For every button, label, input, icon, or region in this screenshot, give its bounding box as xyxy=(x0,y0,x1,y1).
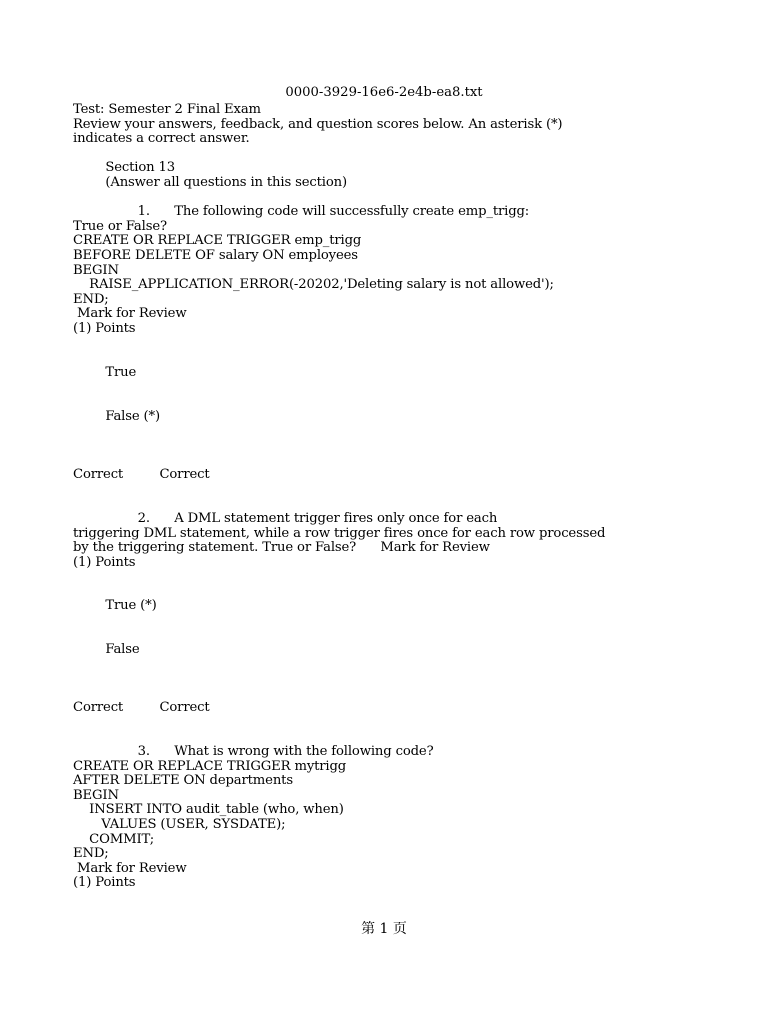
document-filename: 0000-3929-16e6-2e4b-ea8.txt xyxy=(285,85,483,100)
question-1-code-line: BEGIN xyxy=(73,262,119,278)
question-1-code-line: CREATE OR REPLACE TRIGGER emp_trigg xyxy=(73,233,362,249)
question-2-text-line-3: by the triggering statement. True or False? Mark for Review xyxy=(73,540,490,556)
question-3-code-line: AFTER DELETE ON departments xyxy=(73,773,293,789)
question-1-code-line: END; xyxy=(73,291,109,307)
page-number: 第 1 页 xyxy=(361,921,407,937)
review-instructions-line-1: Review your answers, feedback, and question scores below. An asterisk (*) xyxy=(73,116,563,132)
question-3-code-line: COMMIT; xyxy=(73,831,155,847)
question-2-option-true: True (*) xyxy=(73,598,157,613)
question-2-option-false: False xyxy=(73,642,140,657)
question-1-mark-for-review: Mark for Review xyxy=(73,306,187,322)
question-1-option-true: True xyxy=(73,365,137,380)
question-1-result: Correct Correct xyxy=(73,467,210,482)
question-1-code-line: RAISE_APPLICATION_ERROR(-20202,'Deleting salary is not allowed'); xyxy=(73,277,554,293)
section-instruction: (Answer all questions in this section) xyxy=(73,175,347,190)
question-1-code-line: BEFORE DELETE OF salary ON employees xyxy=(73,248,358,263)
question-3-code-line: BEGIN xyxy=(73,787,119,803)
question-1-text-line-2: True or False? xyxy=(73,218,167,234)
question-1-option-false: False (*) xyxy=(73,409,160,424)
question-2-text-line-2: triggering DML statement, while a row trigger fires once for each row processed xyxy=(73,525,606,541)
question-3-code-line: VALUES (USER, SYSDATE); xyxy=(73,817,286,832)
question-2-points: (1) Points xyxy=(73,554,136,570)
question-3-code-line: INSERT INTO audit_table (who, when) xyxy=(73,802,344,818)
question-3-code-line: END; xyxy=(73,846,109,862)
question-2-text-line-1: 2. A DML statement trigger fires only once for each xyxy=(73,511,498,526)
test-title: Test: Semester 2 Final Exam xyxy=(73,102,261,117)
question-1-text-line-1: 1. The following code will successfully create emp_trigg: xyxy=(73,204,530,220)
question-1-points: (1) Points xyxy=(73,321,136,336)
section-title: Section 13 xyxy=(73,160,175,176)
question-2-result: Correct Correct xyxy=(73,700,210,715)
review-instructions-line-2: indicates a correct answer. xyxy=(73,131,250,147)
question-3-mark-for-review: Mark for Review xyxy=(73,860,187,876)
question-3-text-line-1: 3. What is wrong with the following code? xyxy=(73,744,434,759)
question-3-points: (1) Points xyxy=(73,875,136,891)
question-3-code-line: CREATE OR REPLACE TRIGGER mytrigg xyxy=(73,758,347,774)
